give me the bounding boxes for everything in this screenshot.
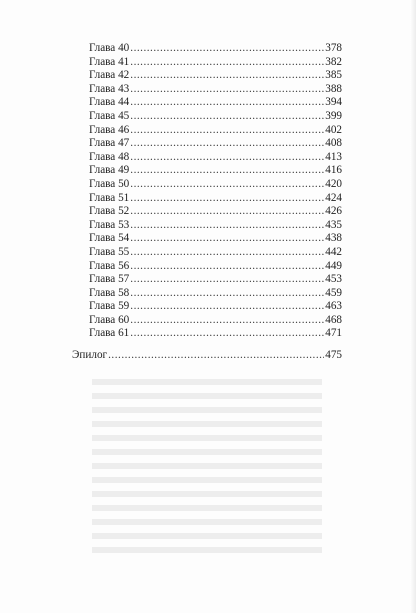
toc-entry — [72, 327, 342, 341]
chapter-title: Глава 50 — [89, 177, 130, 190]
chapter-title: Глава 45 — [89, 109, 130, 122]
chapter-title: Глава 60 — [89, 313, 130, 326]
dot-leader — [130, 124, 324, 138]
chapter-title: Глава 53 — [89, 218, 130, 231]
toc-entry — [72, 287, 342, 301]
dot-leader — [130, 205, 324, 219]
toc-entry — [72, 232, 342, 246]
dot-leader — [130, 56, 324, 70]
chapter-title: Глава 58 — [89, 286, 130, 299]
chapter-title: Глава 40 — [89, 42, 130, 54]
page-number: 471 — [325, 327, 342, 340]
dot-leader — [130, 42, 324, 56]
table-of-contents — [72, 42, 342, 363]
toc-entry — [72, 56, 342, 70]
chapter-title: Глава 43 — [89, 82, 130, 95]
page-number: 394 — [325, 96, 342, 109]
toc-entry — [72, 192, 342, 206]
toc-entry — [72, 273, 342, 287]
toc-entry — [72, 151, 342, 165]
toc-entry — [72, 219, 342, 233]
page-number: 399 — [325, 109, 342, 122]
dot-leader — [130, 96, 324, 110]
page-number: 385 — [325, 69, 342, 82]
chapter-title: Глава 42 — [89, 69, 130, 82]
page-number: 438 — [325, 232, 342, 245]
toc-entry — [72, 124, 342, 138]
dot-leader — [130, 260, 324, 274]
dot-leader — [130, 69, 324, 83]
dot-leader — [130, 219, 324, 233]
dot-leader — [130, 273, 324, 287]
toc-entry — [72, 246, 342, 260]
chapter-title: Глава 41 — [89, 55, 130, 68]
chapter-title: Глава 55 — [89, 245, 130, 258]
toc-entry — [72, 83, 342, 97]
chapter-title: Глава 49 — [89, 164, 130, 177]
page-number: 378 — [325, 42, 342, 54]
page-number: 475 — [325, 349, 342, 362]
page-number: 442 — [325, 245, 342, 258]
toc-entry — [72, 110, 342, 124]
toc-entry — [72, 314, 342, 328]
dot-leader — [130, 327, 324, 341]
chapter-title: Глава 56 — [89, 259, 130, 272]
page-number: 426 — [325, 205, 342, 218]
dot-leader — [130, 232, 324, 246]
page-number: 388 — [325, 82, 342, 95]
dot-leader — [130, 178, 324, 192]
chapter-title: Глава 54 — [89, 232, 130, 245]
page-number: 459 — [325, 286, 342, 299]
dot-leader — [130, 192, 324, 206]
dot-leader — [130, 83, 324, 97]
toc-entry — [72, 300, 342, 314]
chapter-title: Глава 61 — [89, 327, 130, 340]
toc-entry — [72, 69, 342, 83]
dot-leader — [130, 287, 324, 301]
dot-leader — [130, 151, 324, 165]
page-number: 453 — [325, 273, 342, 286]
page-number: 424 — [325, 191, 342, 204]
page-number: 449 — [325, 259, 342, 272]
page-edge-shadow — [410, 0, 416, 613]
dot-leader — [108, 349, 324, 363]
page-number: 402 — [325, 123, 342, 136]
dot-leader — [130, 164, 324, 178]
chapter-title: Глава 51 — [89, 191, 130, 204]
dot-leader — [130, 300, 324, 314]
chapter-title: Глава 57 — [89, 273, 130, 286]
page-number: 468 — [325, 313, 342, 326]
page-number: 435 — [325, 218, 342, 231]
chapter-title: Глава 47 — [89, 137, 130, 150]
toc-entry — [72, 178, 342, 192]
dot-leader — [130, 314, 324, 328]
toc-entry — [72, 96, 342, 110]
page-number: 463 — [325, 300, 342, 313]
chapter-title: Глава 52 — [89, 205, 130, 218]
toc-entry-epilog — [72, 349, 342, 363]
dot-leader — [130, 246, 324, 260]
dot-leader — [130, 110, 324, 124]
page-number: 416 — [325, 164, 342, 177]
chapter-title: Глава 59 — [89, 300, 130, 313]
show-through-text — [72, 372, 342, 572]
page-number: 413 — [325, 150, 342, 163]
toc-entry — [72, 164, 342, 178]
dot-leader — [130, 137, 324, 151]
page-number: 420 — [325, 177, 342, 190]
epilog-title: Эпилог — [72, 349, 108, 362]
chapter-title: Глава 44 — [89, 96, 130, 109]
page-number: 408 — [325, 137, 342, 150]
chapter-title: Глава 48 — [89, 150, 130, 163]
toc-entry — [72, 205, 342, 219]
toc-entry — [72, 260, 342, 274]
toc-entry — [72, 42, 342, 56]
toc-entry — [72, 137, 342, 151]
chapter-title: Глава 46 — [89, 123, 130, 136]
page-number: 382 — [325, 55, 342, 68]
